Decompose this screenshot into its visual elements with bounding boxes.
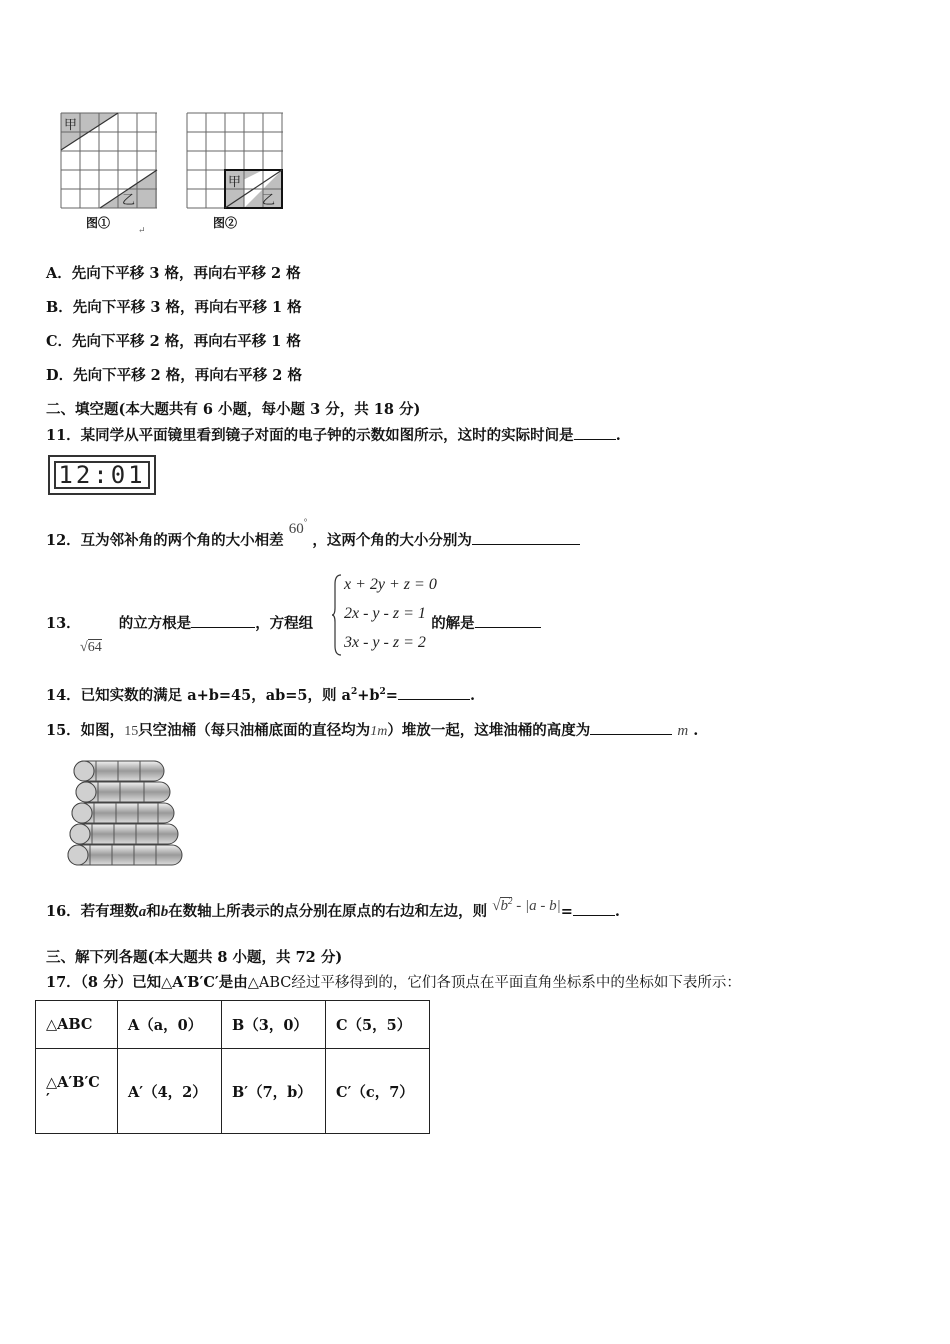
table-row [36, 1049, 430, 1134]
answer-blank [398, 685, 470, 700]
table-cell: A（a，0） [118, 1001, 222, 1049]
table-cell: A′（4，2） [118, 1049, 222, 1134]
answer-blank [590, 720, 672, 735]
table-cell: △ABC [36, 1001, 118, 1049]
table-cell: B′（7，b） [222, 1049, 326, 1134]
label-yi-2: 乙 [262, 193, 276, 208]
table-cell: △A′B′C ′ [36, 1049, 118, 1134]
answer-blank [191, 613, 255, 628]
question-11: 11．某同学从平面镜里看到镜子对面的电子钟的示数如图所示，这时的实际时间是 . [46, 427, 621, 444]
question-17: 17．（8 分）已知△A′B′C′是由△ABC经过平移得到的，它们各顶点在平面直角坐标系中的坐标如下表所示： [46, 974, 741, 991]
barrel-row-1 [68, 845, 182, 865]
option-a: A．先向下平移 3 格，再向右平移 2 格 [46, 265, 301, 282]
question-13: 13． 的立方根是 ，方程组 的解是 [46, 612, 541, 633]
barrel-row-4 [76, 782, 170, 802]
answer-blank [475, 613, 541, 628]
figure-1-caption: 图① [86, 216, 111, 230]
equation-3: 3x - y - z = 2 [344, 634, 426, 651]
question-14: 14．已知实数的满足 a+b=45，ab=5，则 $a^2+b^2=$ . [46, 687, 475, 704]
return-mark-icon: ↵ [138, 226, 146, 236]
question-16: 16．若有理数a和b在数轴上所表示的点分别在原点的右边和左边，则 $√b^2 - |a - b|=$ . [46, 896, 620, 920]
clock-display: 12:01 [54, 461, 150, 489]
question-12: 12．互为邻补角的两个角的大小相差 60° ，这两个角的大小分别为 [46, 529, 580, 550]
section-2-title: 二、填空题(本大题共有 6 小题，每小题 3 分，共 18 分) [46, 401, 421, 418]
oil-barrels-image [66, 755, 186, 869]
table-cell: C（5，5） [326, 1001, 430, 1049]
grid-figure-2 [186, 112, 284, 210]
label-yi-1: 乙 [122, 193, 136, 208]
question-15: 15．如图，15只空油桶（每只油桶底面的直径均为1m）堆放一起，这堆油桶的高度为 m . [46, 722, 699, 739]
equation-2: 2x - y - z = 1 [344, 605, 426, 622]
mirror-clock-image [48, 455, 156, 495]
label-jia-2: 甲 [228, 175, 242, 190]
barrel-row-2 [70, 824, 178, 844]
label-jia-1: 甲 [64, 118, 78, 133]
equation-1: x + 2y + z = 0 [344, 576, 437, 593]
figure-2-caption: 图② [213, 216, 238, 230]
option-b: B．先向下平移 3 格，再向右平移 1 格 [46, 299, 302, 316]
option-c: C．先向下平移 2 格，再向右平移 1 格 [46, 333, 301, 350]
table-row [36, 1001, 430, 1049]
barrel-row-3 [72, 803, 174, 823]
answer-blank [472, 530, 580, 545]
answer-blank [573, 901, 615, 916]
grid-figure-1 [60, 112, 158, 210]
coordinate-table [35, 1000, 430, 1134]
system-brace-icon [332, 574, 342, 656]
option-d: D．先向下平移 2 格，再向右平移 2 格 [46, 367, 302, 384]
table-cell: B（3，0） [222, 1001, 326, 1049]
section-3-title: 三、解下列各题(本大题共 8 小题，共 72 分) [46, 949, 343, 966]
barrel-row-5 [74, 761, 164, 781]
table-cell: C′（c，7） [326, 1049, 430, 1134]
answer-blank [574, 425, 616, 440]
sqrt-64: √64 [80, 640, 102, 655]
sqrt-expression: $√b^2 - |a - b|$ [492, 896, 561, 914]
